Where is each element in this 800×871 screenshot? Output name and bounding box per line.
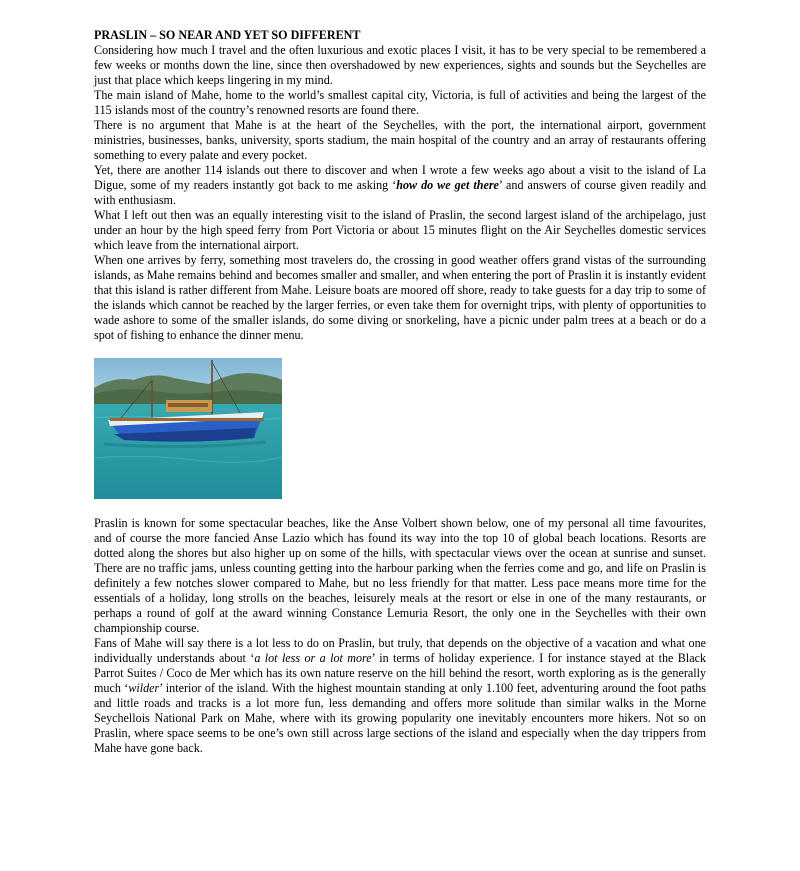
paragraph-4 <box>94 163 706 208</box>
paragraph-8-emphasis-1: a lot less or a lot more <box>254 651 372 665</box>
paragraph-4-text-a: Yet, there are another 114 islands out there to discover and when I wrote a few weeks ago about a visit to the island of La Digue, some of my readers instantly got back to me asking ‘ <box>94 163 706 192</box>
article-title: PRASLIN – SO NEAR AND YET SO DIFFERENT <box>94 28 361 42</box>
paragraph-8-emphasis-2: wilder <box>128 681 160 695</box>
paragraph-8 <box>94 636 706 756</box>
paragraph-4-text-b: ’ and answers of course given readily and with enthusiasm. <box>94 178 706 207</box>
article <box>94 28 706 756</box>
paragraph-8-text-a: Fans of Mahe will say there is a lot less to do on Praslin, but truly, that depends on the objective of a vacation and what one individually understands about ‘ <box>94 636 706 665</box>
paragraph-5: What I left out then was an equally interesting visit to the island of Praslin, the second largest island of the archipelago, just under an hour by the high speed ferry from Port Victoria or about 15 minutes flight on the Air Seychelles domestic services which leave from the international airport. <box>94 208 706 252</box>
paragraph-4-emphasis: how do we get there <box>396 178 499 192</box>
paragraph-6: When one arrives by ferry, something most travelers do, the crossing in good weather offers grand vistas of the surrounding islands, as Mahe remains behind and becomes smaller and smaller, and when entering the port of Praslin it is instantly evident that this island is rather different from Mahe. Leisure boats are moored off shore, ready to take guests for a day trip to some of the islands which cannot be reached by the larger ferries, or even take them for overnight trips, with plenty of opportunities to wade ashore to some of the smaller islands, do some diving or snorkeling, have a picnic under palm trees at a beach or do a spot of fishing to enhance the dinner menu. <box>94 253 706 342</box>
paragraph-3: There is no argument that Mahe is at the heart of the Seychelles, with the port, the international airport, government ministries, businesses, banks, university, sports stadium, the main hospital of the country and an array of restaurants offering something to every palate and every pocket. <box>94 118 706 162</box>
boat-photo <box>94 358 282 499</box>
paragraph-8-text-b: ’ in terms of holiday experience. I for instance stayed at the Black Parrot Suites / Coco de Mer which has its own nature reserve on the hill behind the resort, worth exploring as is the generally much ‘ <box>94 651 706 695</box>
paragraph-8-text-c: ’ interior of the island. With the highest mountain standing at only 1.100 feet, adventuring around the foot paths and little roads and tracks is a lot more fun, less demanding and offers more solitude than similar walks in the Morne Seychellois National Park on Mahe, where with its growing popularity one inevitably encounters more hikers. Not so on Praslin, where space seems to be one’s own still across large sections of the island and especially when the day trippers from Mahe have gone back. <box>94 681 706 755</box>
paragraph-1: Considering how much I travel and the often luxurious and exotic places I visit, it has to be very special to be remembered a few weeks or months down the line, since then overshadowed by new experiences, sights and sounds but the Seychelles are just that place which keeps lingering in my mind. <box>94 43 706 87</box>
paragraph-7: Praslin is known for some spectacular beaches, like the Anse Volbert shown below, one of my personal all time favourites, and of course the more fancied Anse Lazio which has found its way into the top 10 of global beach locations. Resorts are dotted along the shores but also higher up on some of the hills, with spectacular views over the ocean at sunrise and sunset. There are no traffic jams, unless counting getting into the harbour parking when the ferries come and go, and life on Praslin is definitely a few notches slower compared to Mahe, but no less friendly for that matter. Less pace means more time for the essentials of a holiday, long strolls on the beaches, leisurely meals at the resort or else in one of the many restaurants, or perhaps a round of golf at the award winning Constance Lemuria Resort, the only one in the Seychelles with their own championship course. <box>94 516 706 635</box>
paragraph-2: The main island of Mahe, home to the world’s smallest capital city, Victoria, is full of activities and being the largest of the 115 islands most of the country’s renowned resorts are found there. <box>94 88 706 117</box>
